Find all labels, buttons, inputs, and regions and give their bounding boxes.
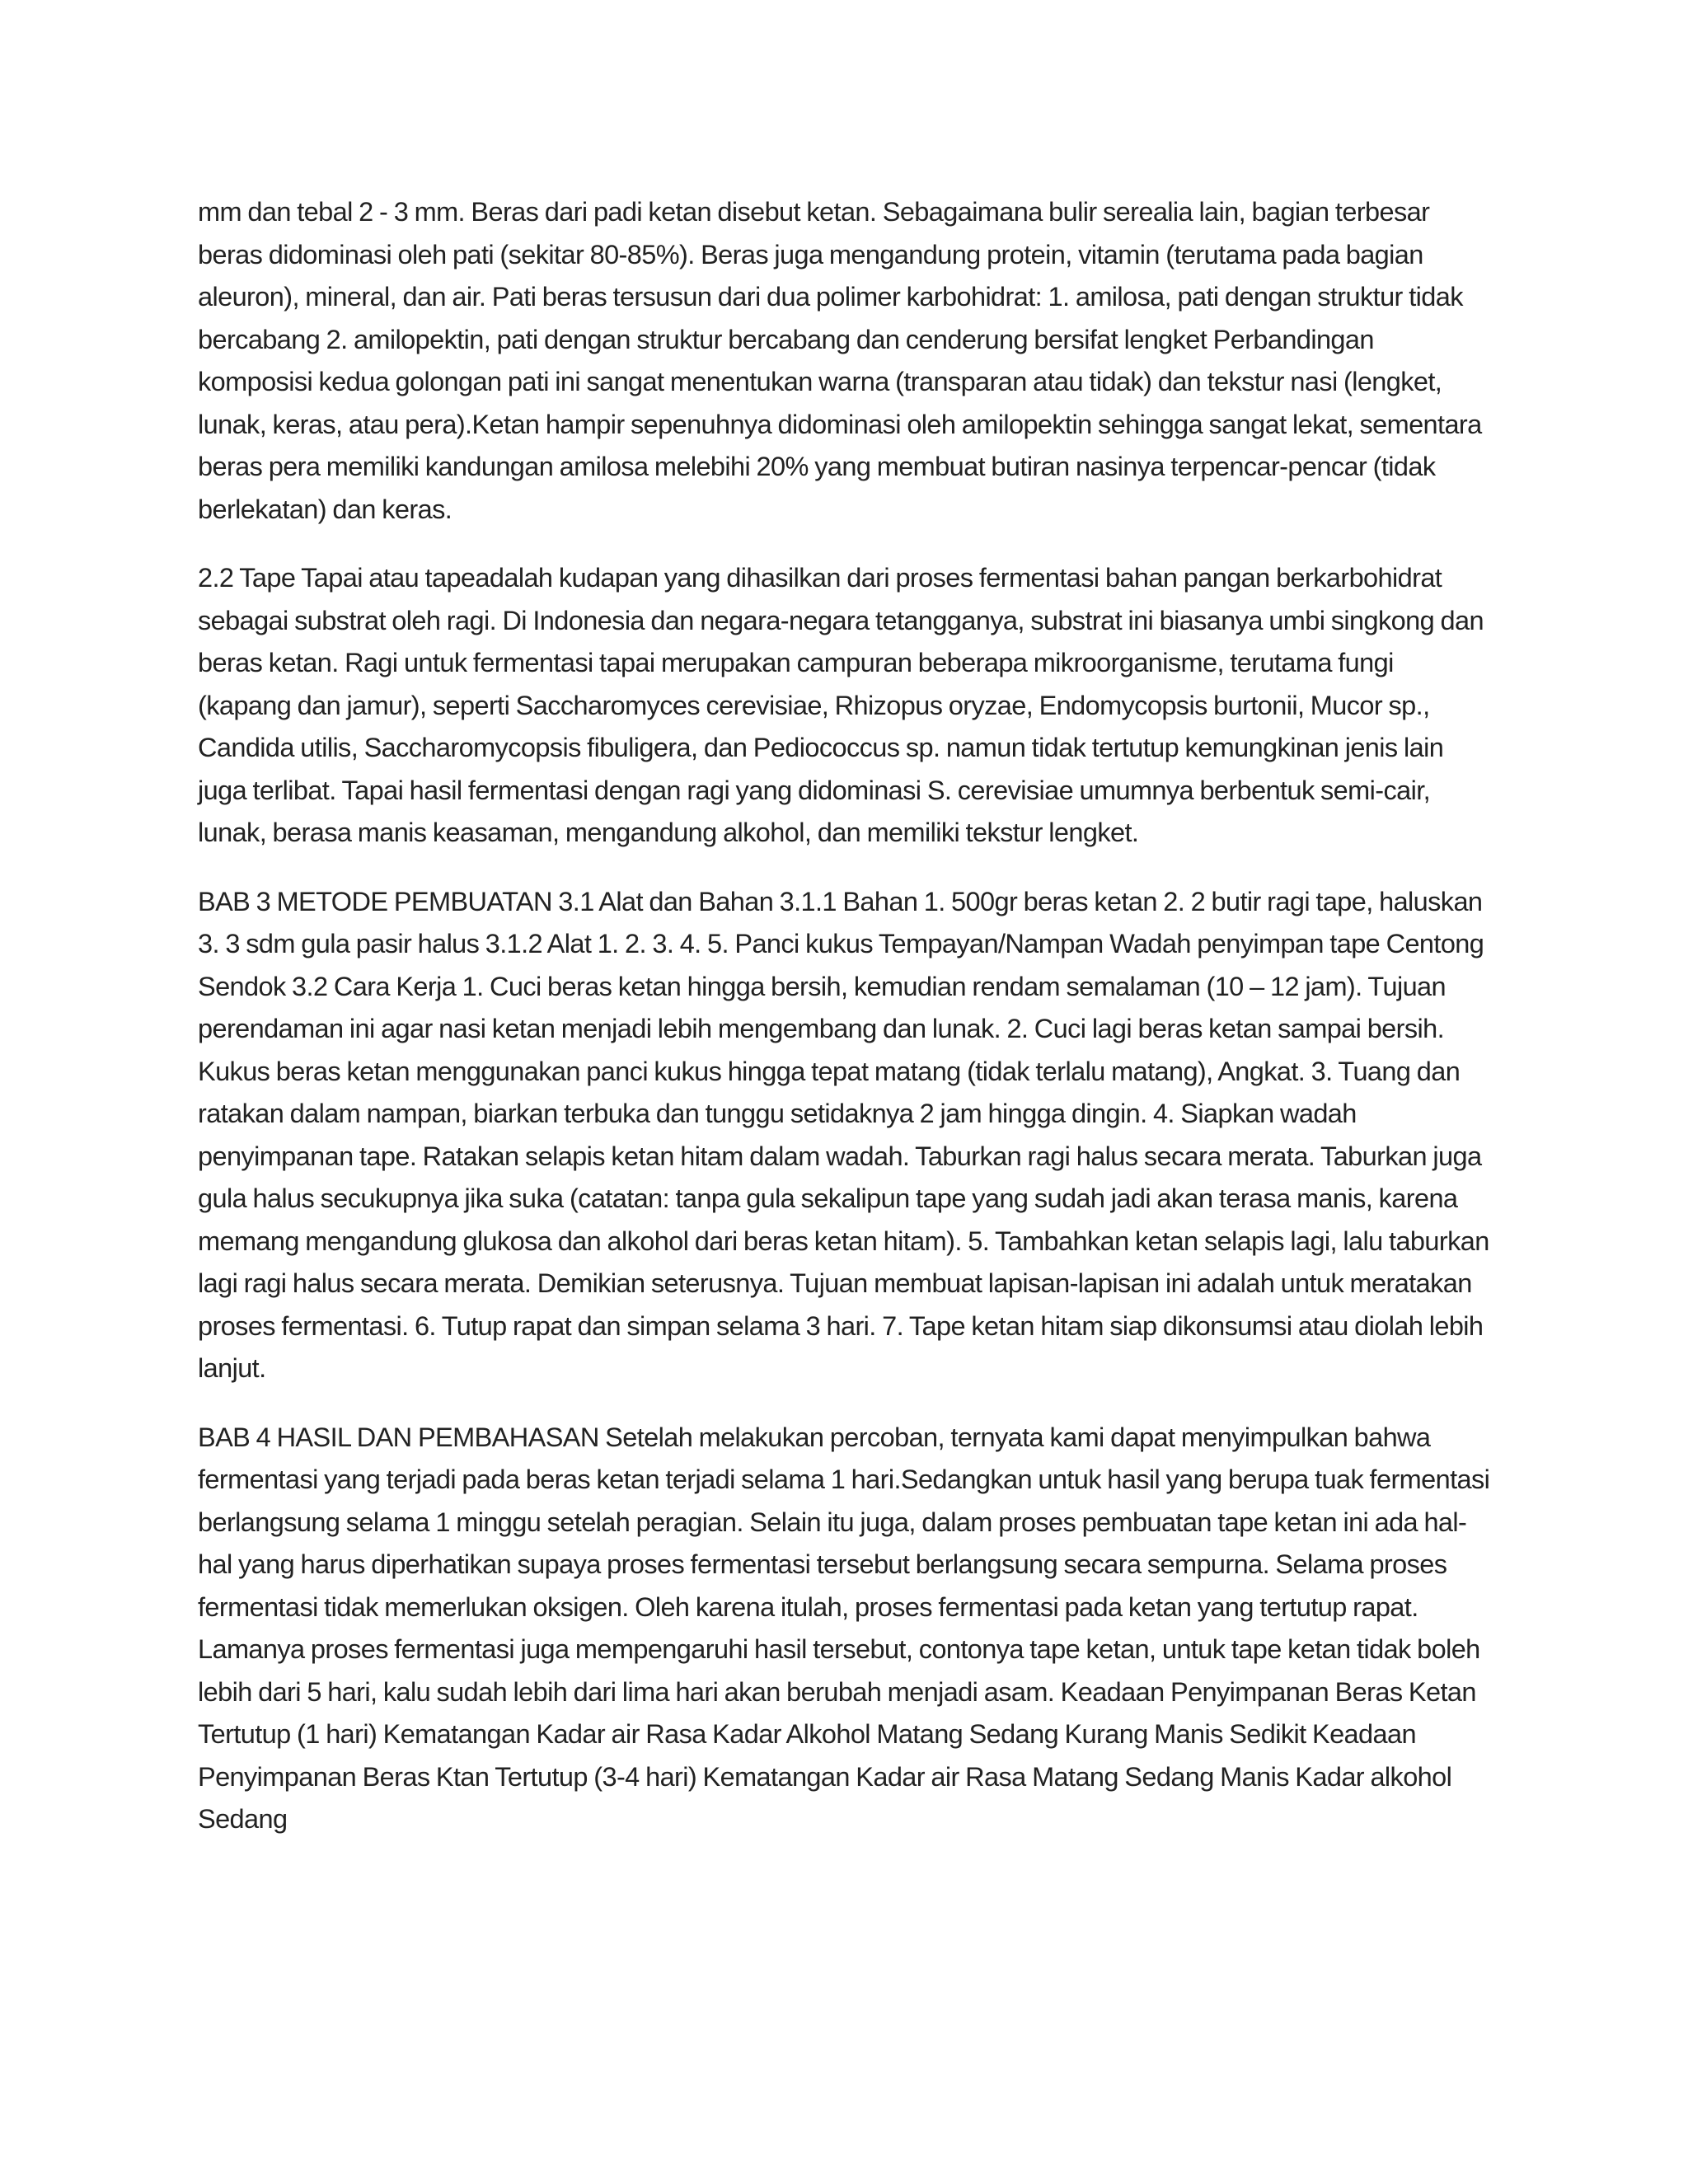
- paragraph-ketan: mm dan tebal 2 - 3 mm. Beras dari padi ketan disebut ketan. Sebagaimana bulir serealia lain, bagian terbesar beras didominasi oleh pati (sekitar 80-85%). Beras juga mengandung protein, vitamin (terutama pada bagian aleuron), mineral, dan air. Pati beras tersusun dari dua polimer karbohidrat: 1. amilosa, pati dengan struktur tidak bercabang 2. amilopektin, pati dengan struktur bercabang dan cenderung bersifat lengket Perbandingan komposisi kedua golongan pati ini sangat menentukan warna (transparan atau tidak) dan tekstur nasi (lengket, lunak, keras, atau pera).Ketan hampir sepenuhnya didominasi oleh amilopektin sehingga sangat lekat, sementara beras pera memiliki kandungan amilosa melebihi 20% yang membuat butiran nasinya terpencar-pencar (tidak berlekatan) dan keras.: [198, 197, 1482, 524]
- document-body: [198, 191, 1492, 1868]
- paragraph-tape: 2.2 Tape Tapai atau tapeadalah kudapan yang dihasilkan dari proses fermentasi bahan pangan berkarbohidrat sebagai substrat oleh ragi. Di Indonesia dan negara-negara tetangganya, substrat ini biasanya umbi singkong dan beras ketan. Ragi untuk fermentasi tapai merupakan campuran beberapa mikroorganisme, terutama fungi (kapang dan jamur), seperti Saccharomyces cerevisiae, Rhizopus oryzae, Endomycopsis burtonii, Mucor sp., Candida utilis, Saccharomycopsis fibuligera, dan Pediococcus sp. namun tidak tertutup kemungkinan jenis lain juga terlibat. Tapai hasil fermentasi dengan ragi yang didominasi S. cerevisiae umumnya berbentuk semi-cair, lunak, berasa manis keasaman, mengandung alkohol, dan memiliki tekstur lengket.: [198, 563, 1484, 847]
- paragraph-bab-4-hasil: BAB 4 HASIL DAN PEMBAHASAN Setelah melakukan percoban, ternyata kami dapat menyimpulkan bahwa fermentasi yang terjadi pada beras ketan terjadi selama 1 hari.Sedangkan untuk hasil yang berupa tuak fermentasi berlangsung selama 1 minggu setelah peragian. Selain itu juga, dalam proses pembuatan tape ketan ini ada hal-hal yang harus diperhatikan supaya proses fermentasi tersebut berlangsung secara sempurna. Selama proses fermentasi tidak memerlukan oksigen. Oleh karena itulah, proses fermentasi pada ketan yang tertutup rapat. Lamanya proses fermentasi juga mempengaruhi hasil tersebut, contonya tape ketan, untuk tape ketan tidak boleh lebih dari 5 hari, kalu sudah lebih dari lima hari akan berubah menjadi asam. Keadaan Penyimpanan Beras Ketan Tertutup (1 hari) Kematangan Kadar air Rasa Kadar Alkohol Matang Sedang Kurang Manis Sedikit Keadaan Penyimpanan Beras Ktan Tertutup (3-4 hari) Kematangan Kadar air Rasa Matang Sedang Manis Kadar alkohol Sedang: [198, 1422, 1490, 1834]
- paragraph-bab-3-metode: BAB 3 METODE PEMBUATAN 3.1 Alat dan Bahan 3.1.1 Bahan 1. 500gr beras ketan 2. 2 butir ragi tape, haluskan 3. 3 sdm gula pasir halus 3.1.2 Alat 1. 2. 3. 4. 5. Panci kukus Tempayan/Nampan Wadah penyimpan tape Centong Sendok 3.2 Cara Kerja 1. Cuci beras ketan hingga bersih, kemudian rendam semalaman (10 – 12 jam). Tujuan perendaman ini agar nasi ketan menjadi lebih mengembang dan lunak. 2. Cuci lagi beras ketan sampai bersih. Kukus beras ketan menggunakan panci kukus hingga tepat matang (tidak terlalu matang), Angkat. 3. Tuang dan ratakan dalam nampan, biarkan terbuka dan tunggu setidaknya 2 jam hingga dingin. 4. Siapkan wadah penyimpanan tape. Ratakan selapis ketan hitam dalam wadah. Taburkan ragi halus secara merata. Taburkan juga gula halus secukupnya jika suka (catatan: tanpa gula sekalipun tape yang sudah jadi akan terasa manis, karena memang mengandung glukosa dan alkohol dari beras ketan hitam). 5. Tambahkan ketan selapis lagi, lalu taburkan lagi ragi halus secara merata. Demikian seterusnya. Tujuan membuat lapisan-lapisan ini adalah untuk meratakan proses fermentasi. 6. Tutup rapat dan simpan selama 3 hari. 7. Tape ketan hitam siap dikonsumsi atau diolah lebih lanjut.: [198, 886, 1489, 1383]
